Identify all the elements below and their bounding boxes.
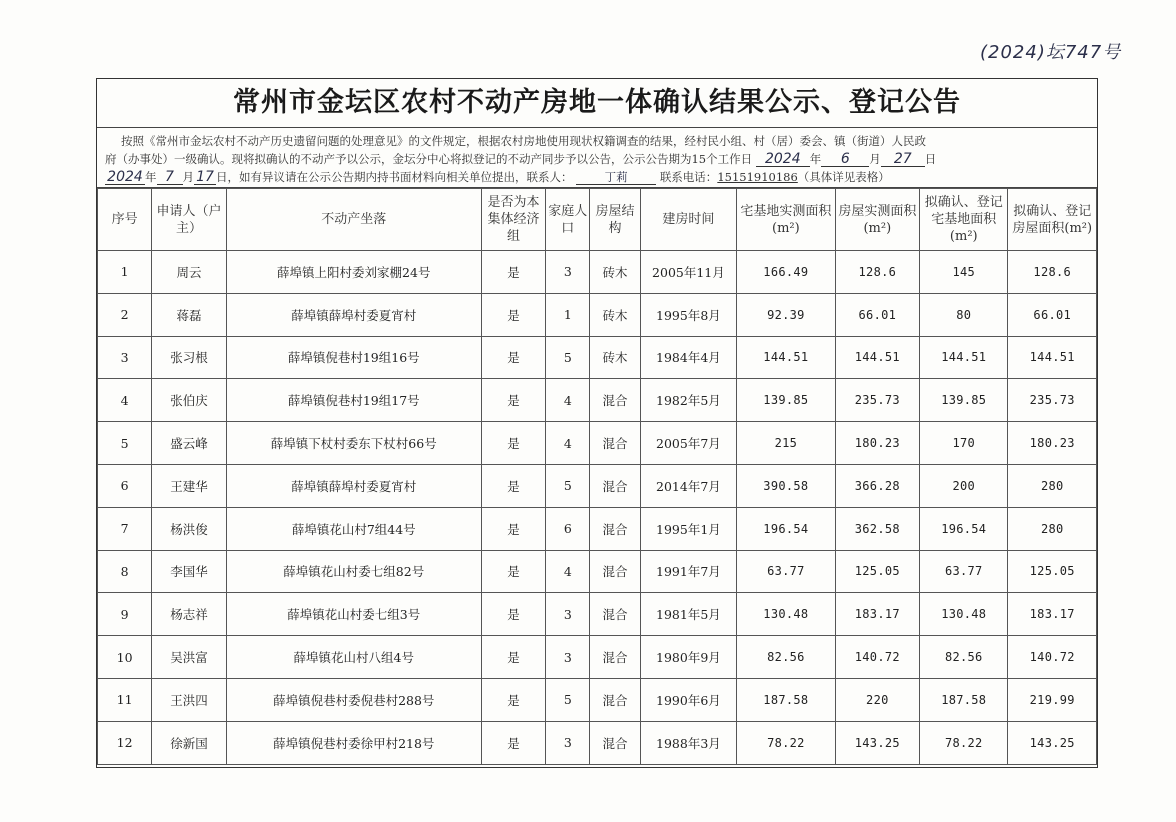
- cell-col-confirmed-house-area: 219.99: [1008, 678, 1097, 721]
- cell-col-confirmed-house-area: 280: [1008, 507, 1097, 550]
- cell-col-house-measured-area: 143.25: [835, 721, 919, 764]
- cell-col-index: 11: [98, 678, 152, 721]
- cell-col-land-measured-area: 63.77: [737, 550, 835, 593]
- publicity-start-day: 27: [881, 152, 925, 167]
- cell-col-applicant: 杨志祥: [152, 593, 226, 636]
- cell-col-household-size: 5: [546, 678, 590, 721]
- cell-col-house-measured-area: 128.6: [835, 251, 919, 294]
- cell-col-confirmed-land-area: 144.51: [920, 336, 1008, 379]
- cell-col-applicant: 蒋磊: [152, 293, 226, 336]
- cell-col-land-measured-area: 82.56: [737, 636, 835, 679]
- cell-col-land-measured-area: 139.85: [737, 379, 835, 422]
- cell-col-house-measured-area: 125.05: [835, 550, 919, 593]
- header-col-household-size: 家庭人口: [546, 189, 590, 251]
- cell-col-collective-member: 是: [481, 721, 545, 764]
- cell-col-index: 3: [98, 336, 152, 379]
- cell-col-build-date: 1990年6月: [640, 678, 736, 721]
- cell-col-structure: 砖木: [590, 336, 640, 379]
- publicity-end-year: 2024: [105, 170, 145, 185]
- cell-col-confirmed-house-area: 280: [1008, 464, 1097, 507]
- cell-col-house-measured-area: 220: [835, 678, 919, 721]
- cell-col-household-size: 5: [546, 464, 590, 507]
- table-row: [98, 721, 1097, 764]
- publicity-start-year: 2024: [756, 152, 810, 167]
- header-col-location: 不动产坐落: [226, 189, 481, 251]
- cell-col-location: 薛埠镇倪巷村19组16号: [226, 336, 481, 379]
- cell-col-collective-member: 是: [481, 293, 545, 336]
- header-col-confirmed-house-area: 拟确认、登记房屋面积(m²): [1008, 189, 1097, 251]
- cell-col-build-date: 2005年11月: [640, 251, 736, 294]
- cell-col-structure: 混合: [590, 379, 640, 422]
- table-row: [98, 507, 1097, 550]
- cell-col-land-measured-area: 144.51: [737, 336, 835, 379]
- cell-col-land-measured-area: 187.58: [737, 678, 835, 721]
- contact-phone: 15151910186: [717, 170, 798, 184]
- publicity-end-month: 7: [157, 170, 183, 185]
- publicity-end-day: 17: [194, 170, 216, 185]
- cell-col-build-date: 1991年7月: [640, 550, 736, 593]
- cell-col-build-date: 2014年7月: [640, 464, 736, 507]
- cell-col-build-date: 1981年5月: [640, 593, 736, 636]
- cell-col-household-size: 3: [546, 721, 590, 764]
- cell-col-collective-member: 是: [481, 507, 545, 550]
- cell-col-applicant: 盛云峰: [152, 422, 226, 465]
- cell-col-confirmed-land-area: 170: [920, 422, 1008, 465]
- cell-col-build-date: 1980年9月: [640, 636, 736, 679]
- cell-col-confirmed-land-area: 200: [920, 464, 1008, 507]
- cell-col-confirmed-house-area: 183.17: [1008, 593, 1097, 636]
- cell-col-applicant: 周云: [152, 251, 226, 294]
- cell-col-structure: 混合: [590, 678, 640, 721]
- cell-col-confirmed-land-area: 145: [920, 251, 1008, 294]
- cell-col-applicant: 王洪四: [152, 678, 226, 721]
- table-body: [98, 251, 1097, 765]
- cell-col-collective-member: 是: [481, 636, 545, 679]
- cell-col-location: 薛埠镇倪巷村委倪巷村288号: [226, 678, 481, 721]
- cell-col-structure: 混合: [590, 464, 640, 507]
- contact-phone-label: 联系电话：: [659, 170, 718, 184]
- cell-col-confirmed-land-area: 80: [920, 293, 1008, 336]
- notice-text-1: 按照《常州市金坛农村不动产历史遗留问题的处理意见》的文件规定，根据农村房地使用现状权籍调查的结果，经村民小组、村（居）委会、镇（街道）人民政: [121, 134, 926, 148]
- cell-col-index: 7: [98, 507, 152, 550]
- header-col-house-measured-area: 房屋实测面积(m²): [835, 189, 919, 251]
- cell-col-structure: 混合: [590, 721, 640, 764]
- table-row: [98, 251, 1097, 294]
- cell-col-household-size: 3: [546, 251, 590, 294]
- cell-col-structure: 砖木: [590, 293, 640, 336]
- cell-col-structure: 混合: [590, 550, 640, 593]
- cell-col-build-date: 1984年4月: [640, 336, 736, 379]
- cell-col-house-measured-area: 362.58: [835, 507, 919, 550]
- cell-col-confirmed-land-area: 139.85: [920, 379, 1008, 422]
- cell-col-build-date: 1988年3月: [640, 721, 736, 764]
- cell-col-household-size: 6: [546, 507, 590, 550]
- cell-col-index: 5: [98, 422, 152, 465]
- cell-col-index: 9: [98, 593, 152, 636]
- cell-col-applicant: 王建华: [152, 464, 226, 507]
- cell-col-structure: 混合: [590, 507, 640, 550]
- cell-col-house-measured-area: 140.72: [835, 636, 919, 679]
- cell-col-collective-member: 是: [481, 422, 545, 465]
- cell-col-location: 薛埠镇薛埠村委夏宵村: [226, 293, 481, 336]
- document-number-handwritten: (2024)坛747号: [980, 42, 1122, 63]
- cell-col-confirmed-land-area: 196.54: [920, 507, 1008, 550]
- table-row: [98, 379, 1097, 422]
- table-header-row: [98, 189, 1097, 251]
- cell-col-location: 薛埠镇花山村八组4号: [226, 636, 481, 679]
- header-col-collective-member: 是否为本集体经济组: [481, 189, 545, 251]
- notice-line-3: [105, 168, 1089, 186]
- cell-col-house-measured-area: 180.23: [835, 422, 919, 465]
- header-col-land-measured-area: 宅基地实测面积(m²): [737, 189, 835, 251]
- cell-col-confirmed-house-area: 144.51: [1008, 336, 1097, 379]
- announcement-frame: [96, 78, 1098, 768]
- notice-text-4: （具体详见表格）: [797, 170, 890, 184]
- cell-col-build-date: 1995年8月: [640, 293, 736, 336]
- cell-col-confirmed-land-area: 82.56: [920, 636, 1008, 679]
- header-col-index: 序号: [98, 189, 152, 251]
- cell-col-confirmed-house-area: 66.01: [1008, 293, 1097, 336]
- cell-col-confirmed-house-area: 125.05: [1008, 550, 1097, 593]
- header-col-confirmed-land-area: 拟确认、登记宅基地面积(m²): [920, 189, 1008, 251]
- publicity-start-month: 6: [821, 152, 869, 167]
- cell-col-land-measured-area: 390.58: [737, 464, 835, 507]
- cell-col-collective-member: 是: [481, 678, 545, 721]
- cell-col-structure: 混合: [590, 422, 640, 465]
- notice-paragraph: [97, 128, 1097, 188]
- cell-col-index: 8: [98, 550, 152, 593]
- notice-text-2: 府（办事处）一级确认。现将拟确认的不动产予以公示，金坛分中心将拟登记的不动产同步予以公告，公示公告期为15个工作日: [105, 152, 753, 166]
- cell-col-confirmed-house-area: 180.23: [1008, 422, 1097, 465]
- table-row: [98, 550, 1097, 593]
- table-row: [98, 678, 1097, 721]
- cell-col-land-measured-area: 78.22: [737, 721, 835, 764]
- cell-col-confirmed-house-area: 140.72: [1008, 636, 1097, 679]
- cell-col-land-measured-area: 166.49: [737, 251, 835, 294]
- cell-col-structure: 混合: [590, 593, 640, 636]
- cell-col-index: 4: [98, 379, 152, 422]
- notice-day-label: 日: [924, 152, 937, 166]
- cell-col-index: 1: [98, 251, 152, 294]
- cell-col-location: 薛埠镇花山村委七组3号: [226, 593, 481, 636]
- notice-month-label-2: 月: [182, 170, 194, 184]
- cell-col-location: 薛埠镇下杖村委东下杖村66号: [226, 422, 481, 465]
- cell-col-applicant: 吴洪富: [152, 636, 226, 679]
- cell-col-household-size: 4: [546, 422, 590, 465]
- cell-col-collective-member: 是: [481, 464, 545, 507]
- cell-col-build-date: 1982年5月: [640, 379, 736, 422]
- header-col-structure: 房屋结构: [590, 189, 640, 251]
- notice-year-label: 年: [809, 152, 822, 166]
- table-row: [98, 464, 1097, 507]
- cell-col-applicant: 杨洪俊: [152, 507, 226, 550]
- page-title: 常州市金坛区农村不动产房地一体确认结果公示、登记公告: [97, 79, 1097, 128]
- cell-col-confirmed-house-area: 143.25: [1008, 721, 1097, 764]
- cell-col-confirmed-land-area: 130.48: [920, 593, 1008, 636]
- table-row: [98, 593, 1097, 636]
- cell-col-build-date: 2005年7月: [640, 422, 736, 465]
- cell-col-household-size: 5: [546, 336, 590, 379]
- notice-text-3: ，如有异议请在公示公告期内持书面材料向相关单位提出，联系人：: [227, 170, 573, 184]
- cell-col-collective-member: 是: [481, 550, 545, 593]
- cell-col-index: 10: [98, 636, 152, 679]
- cell-col-household-size: 4: [546, 550, 590, 593]
- cell-col-household-size: 3: [546, 636, 590, 679]
- cell-col-index: 12: [98, 721, 152, 764]
- cell-col-house-measured-area: 66.01: [835, 293, 919, 336]
- cell-col-household-size: 1: [546, 293, 590, 336]
- header-col-build-date: 建房时间: [640, 189, 736, 251]
- cell-col-build-date: 1995年1月: [640, 507, 736, 550]
- notice-day-label-2: 日: [216, 170, 228, 184]
- cell-col-collective-member: 是: [481, 379, 545, 422]
- table-row: [98, 422, 1097, 465]
- cell-col-location: 薛埠镇花山村委七组82号: [226, 550, 481, 593]
- cell-col-land-measured-area: 130.48: [737, 593, 835, 636]
- cell-col-location: 薛埠镇倪巷村19组17号: [226, 379, 481, 422]
- cell-col-land-measured-area: 215: [737, 422, 835, 465]
- cell-col-confirmed-land-area: 63.77: [920, 550, 1008, 593]
- cell-col-house-measured-area: 235.73: [835, 379, 919, 422]
- cell-col-collective-member: 是: [481, 336, 545, 379]
- table-row: [98, 293, 1097, 336]
- cell-col-confirmed-house-area: 235.73: [1008, 379, 1097, 422]
- cell-col-confirmed-land-area: 187.58: [920, 678, 1008, 721]
- cell-col-structure: 砖木: [590, 251, 640, 294]
- cell-col-confirmed-house-area: 128.6: [1008, 251, 1097, 294]
- cell-col-applicant: 张习根: [152, 336, 226, 379]
- cell-col-collective-member: 是: [481, 593, 545, 636]
- notice-month-label: 月: [869, 152, 881, 166]
- cell-col-index: 2: [98, 293, 152, 336]
- table-row: [98, 336, 1097, 379]
- notice-line-1: [105, 132, 1089, 150]
- cell-col-applicant: 李国华: [152, 550, 226, 593]
- cell-col-land-measured-area: 196.54: [737, 507, 835, 550]
- cell-col-location: 薛埠镇上阳村委刘家棚24号: [226, 251, 481, 294]
- cell-col-location: 薛埠镇花山村7组44号: [226, 507, 481, 550]
- cell-col-applicant: 徐新国: [152, 721, 226, 764]
- cell-col-location: 薛埠镇倪巷村委徐甲村218号: [226, 721, 481, 764]
- cell-col-house-measured-area: 183.17: [835, 593, 919, 636]
- cell-col-index: 6: [98, 464, 152, 507]
- cell-col-location: 薛埠镇薛埠村委夏宵村: [226, 464, 481, 507]
- property-table: [97, 188, 1097, 765]
- cell-col-confirmed-land-area: 78.22: [920, 721, 1008, 764]
- cell-col-household-size: 3: [546, 593, 590, 636]
- table-row: [98, 636, 1097, 679]
- header-col-applicant: 申请人（户主）: [152, 189, 226, 251]
- cell-col-house-measured-area: 366.28: [835, 464, 919, 507]
- cell-col-collective-member: 是: [481, 251, 545, 294]
- notice-line-2: [105, 150, 1089, 168]
- cell-col-land-measured-area: 92.39: [737, 293, 835, 336]
- contact-person: 丁莉: [576, 170, 656, 185]
- notice-year-label-2: 年: [145, 170, 157, 184]
- cell-col-applicant: 张伯庆: [152, 379, 226, 422]
- cell-col-household-size: 4: [546, 379, 590, 422]
- cell-col-house-measured-area: 144.51: [835, 336, 919, 379]
- cell-col-structure: 混合: [590, 636, 640, 679]
